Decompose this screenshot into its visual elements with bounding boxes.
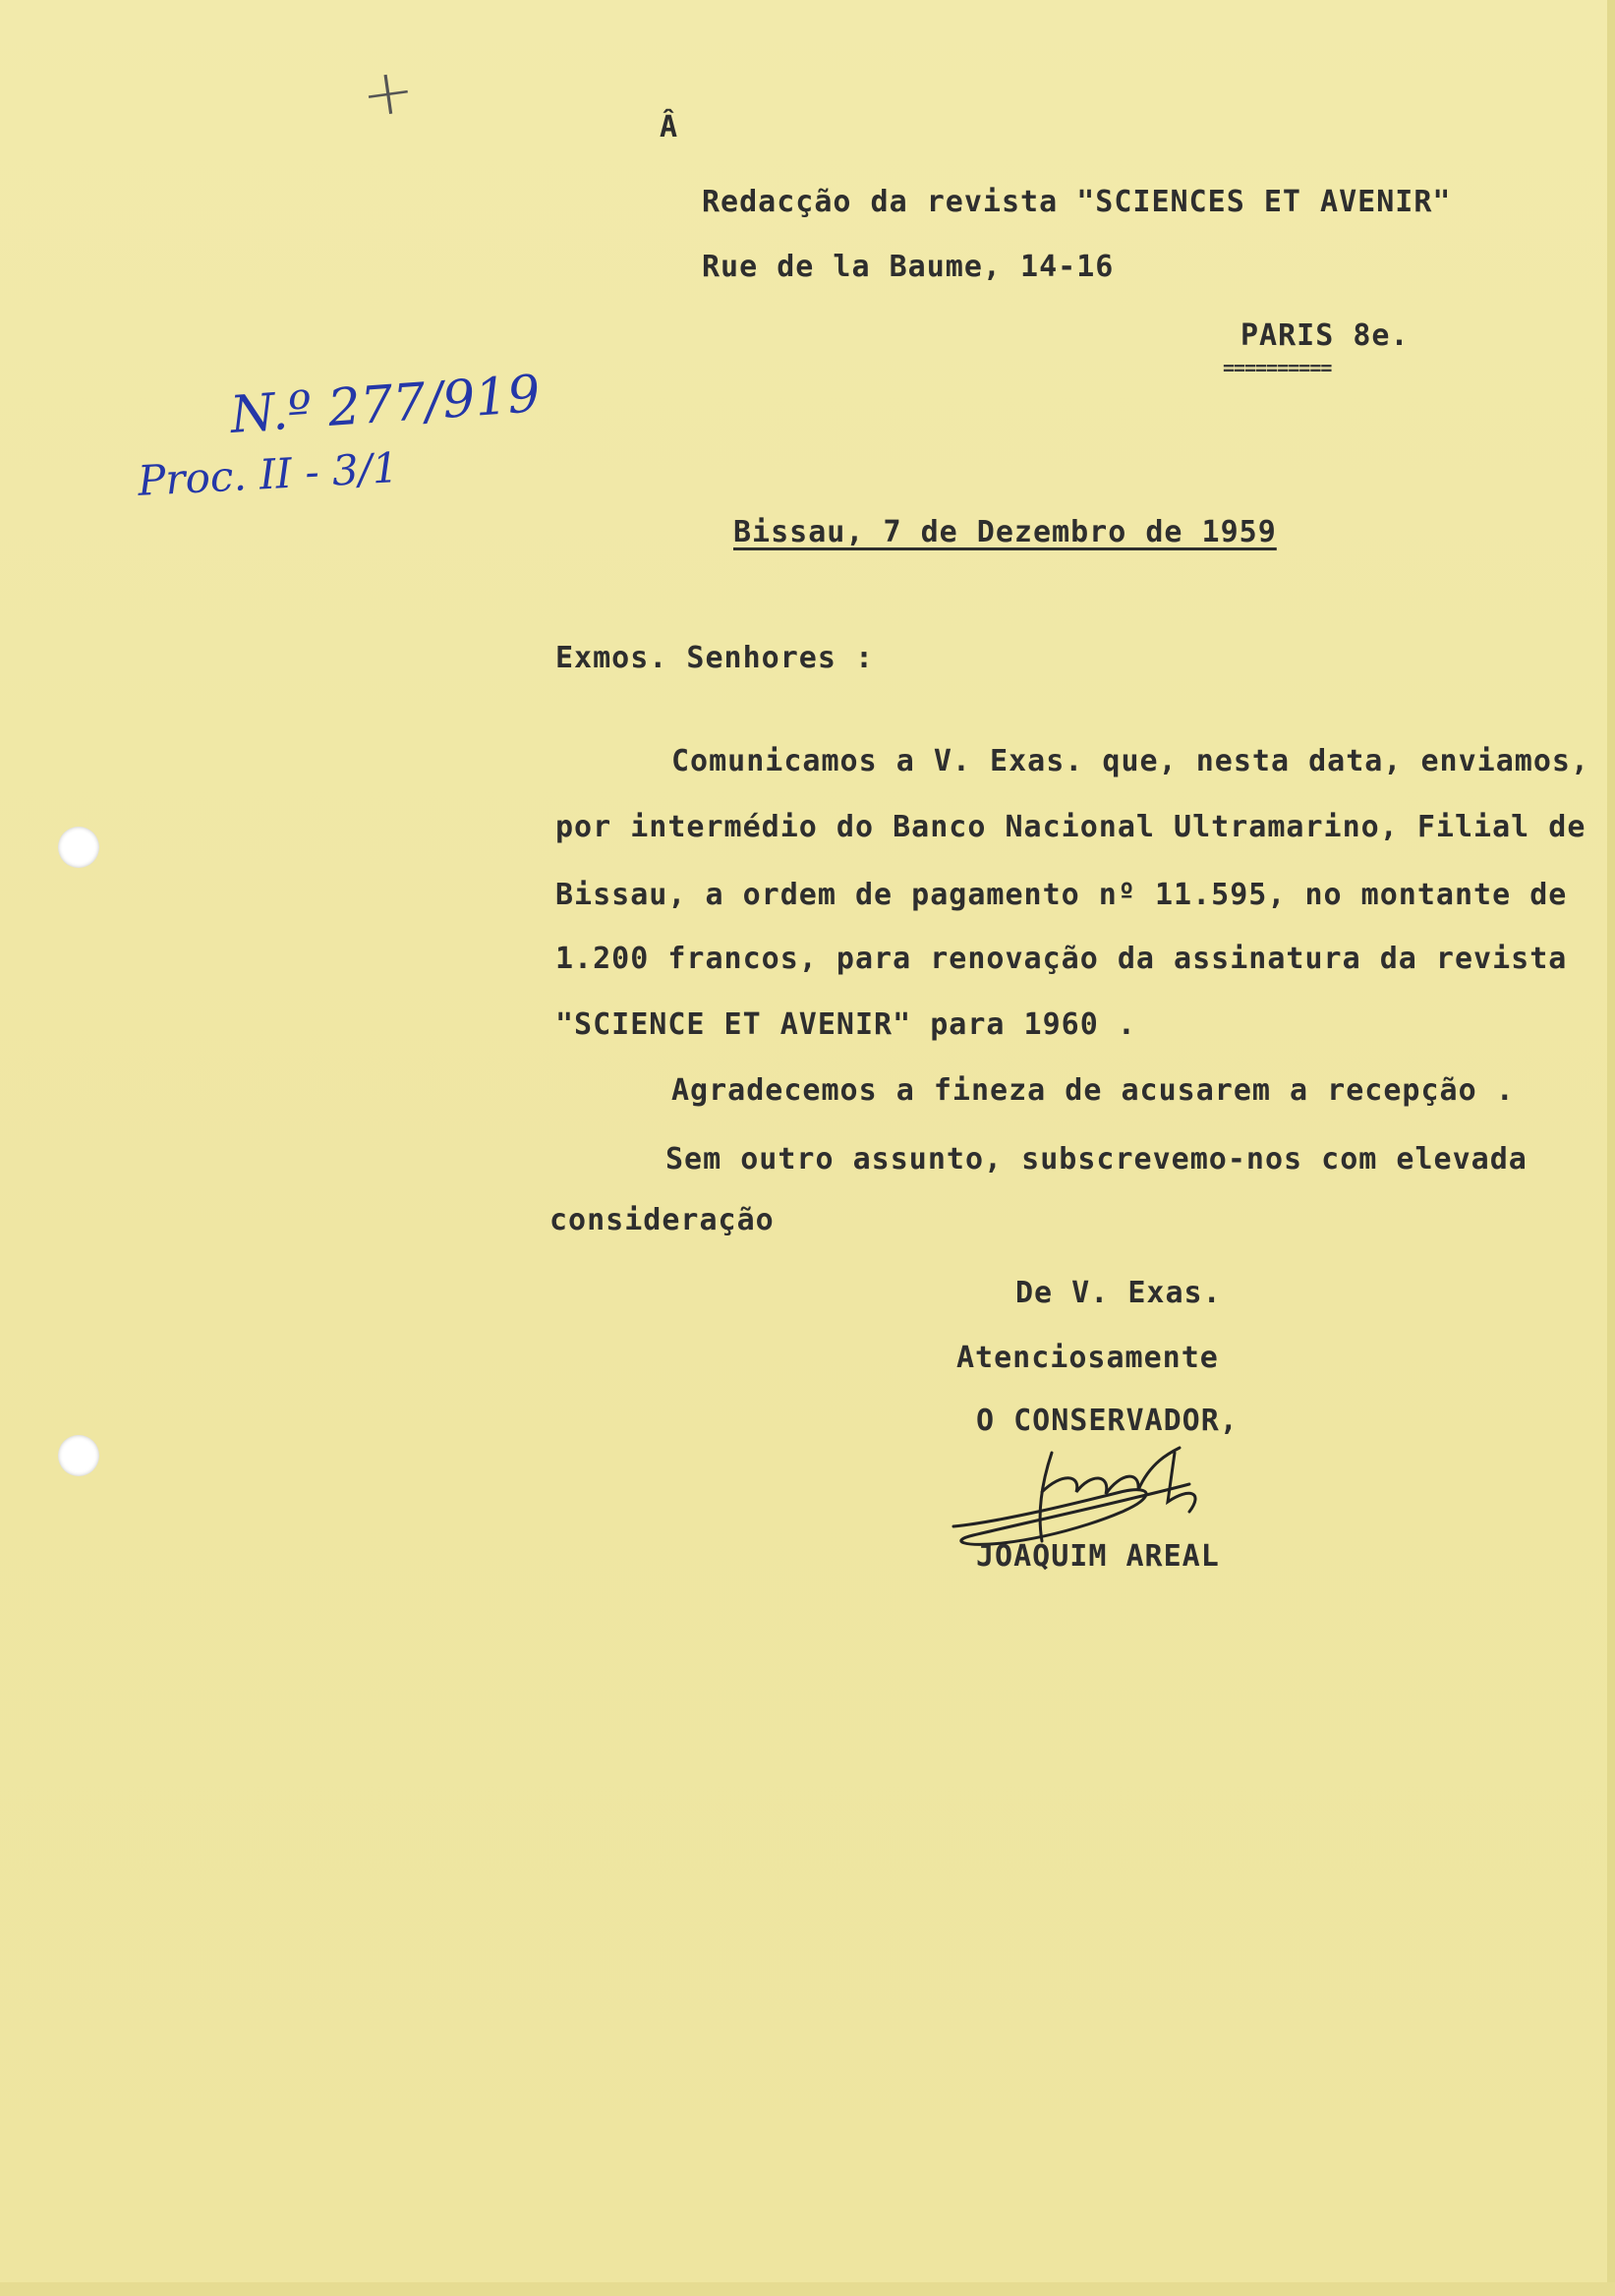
pencil-mark: + <box>357 53 420 134</box>
body-p3-line-2: consideração <box>549 1203 775 1237</box>
body-p1-line-1: Comunicamos a V. Exas. que, nesta data, enviamos, <box>671 744 1590 778</box>
punch-hole-lower <box>58 1435 99 1476</box>
paper-edge-right <box>1607 0 1615 2296</box>
body-p3-line-1: Sem outro assunto, subscrevemo-nos com elevada <box>665 1142 1528 1177</box>
closing-line-1: De V. Exas. <box>1015 1276 1222 1310</box>
body-p1-line-3: Bissau, a ordem de pagamento nº 11.595, no montante de <box>555 878 1568 912</box>
recipient-city: PARIS 8e. <box>1240 318 1410 353</box>
closing-line-2: Atenciosamente <box>956 1341 1219 1375</box>
recipient-line-2: Rue de la Baume, 14-16 <box>702 250 1115 284</box>
signatory-name: JOAQUIM AREAL <box>976 1539 1220 1574</box>
reference-number: N.º 277/919 <box>228 365 543 445</box>
body-p1-line-4: 1.200 francos, para renovação da assinatura da revista <box>555 942 1568 976</box>
body-p1-line-2: por intermédio do Banco Nacional Ultramarino, Filial de <box>555 810 1586 844</box>
accent-mark: Â <box>660 110 679 144</box>
recipient-line-1: Redacção da revista "SCIENCES ET AVENIR" <box>702 185 1452 219</box>
body-p1-line-5: "SCIENCE ET AVENIR" para 1960 . <box>555 1007 1136 1042</box>
salutation: Exmos. Senhores : <box>555 641 875 675</box>
paper-edge-bottom <box>0 2282 1615 2296</box>
closing-title: O CONSERVADOR, <box>976 1404 1239 1438</box>
body-p2: Agradecemos a fineza de acusarem a recepção . <box>671 1073 1515 1108</box>
date-line: Bissau, 7 de Dezembro de 1959 <box>733 515 1277 549</box>
punch-hole-upper <box>58 827 99 868</box>
recipient-city-rule: ========== <box>1223 356 1332 379</box>
process-code: Proc. II - 3/1 <box>136 443 400 505</box>
